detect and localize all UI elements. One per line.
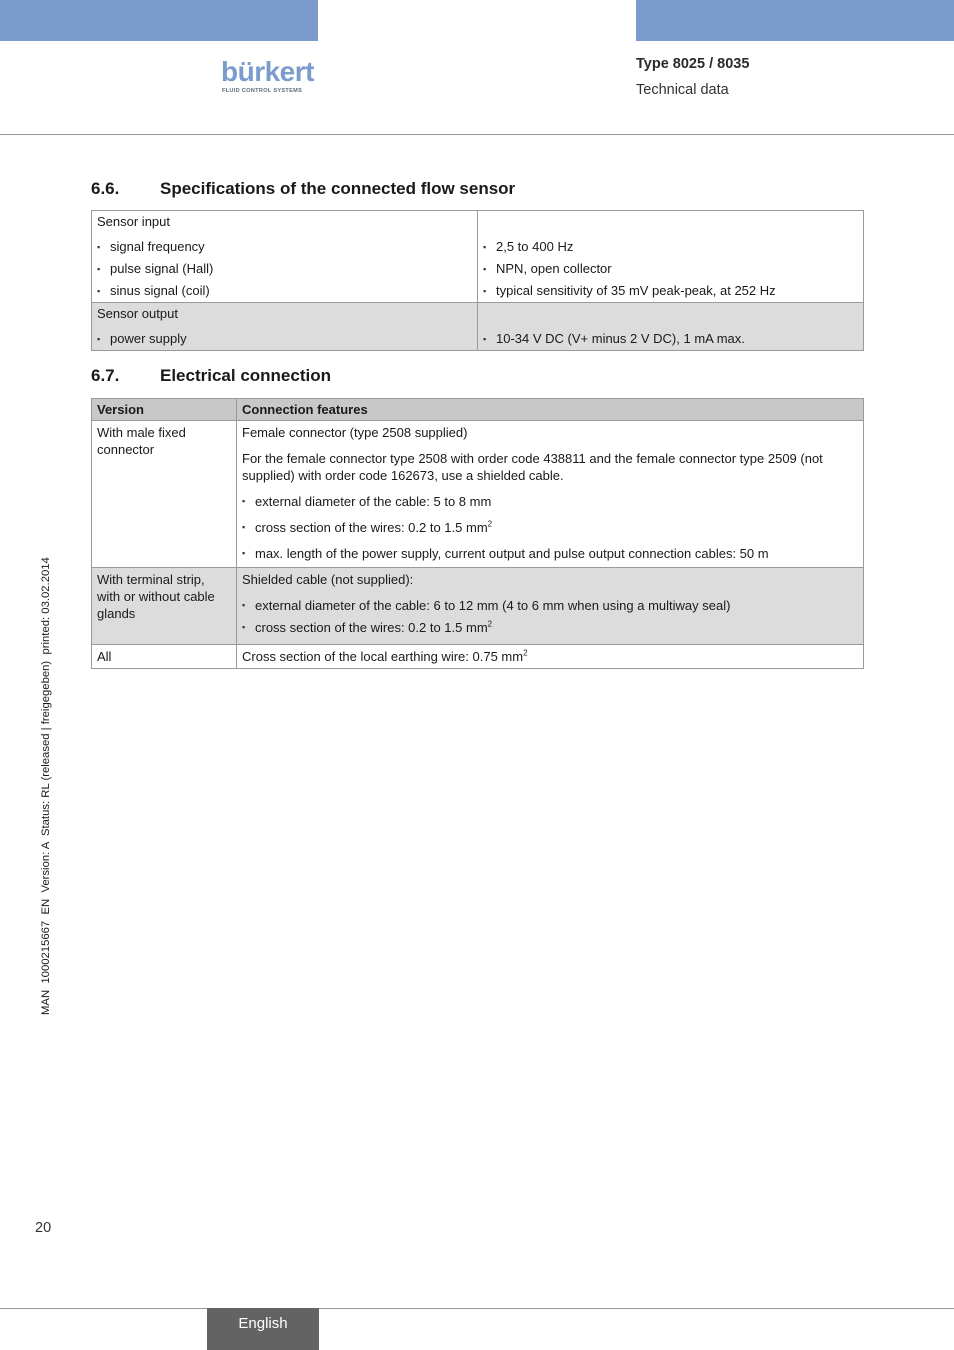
row-group-label: Sensor output xyxy=(97,306,178,321)
row-group-label: Sensor input xyxy=(97,214,170,229)
features-cell xyxy=(237,421,864,568)
table-header-row xyxy=(92,399,864,421)
section-number: 6.7. xyxy=(91,366,120,385)
table-row xyxy=(92,568,864,645)
section-title: Electrical connection xyxy=(160,366,331,385)
logo-subtitle: FLUID CONTROL SYSTEMS xyxy=(222,88,303,94)
document-status-note: MAN 1000215667 EN Version: A Status: RL (released | freigegeben) printed: 03.02.2014 xyxy=(40,557,52,1015)
list-item: ▪ power supply xyxy=(97,328,472,350)
list-item: ▪ max. length of the power supply, current output and pulse output connection cables: 50 m xyxy=(242,545,858,562)
feature-line: Female connector (type 2508 supplied) xyxy=(242,425,468,440)
table-row xyxy=(92,645,864,669)
column-header-version: Version xyxy=(92,399,237,421)
feature-line: For the female connector type 2508 with order code 438811 and the female connector type 2509 (not supplied) with order code 162673, use a shielded cable. xyxy=(242,451,823,483)
document-section: Technical data xyxy=(636,82,729,98)
superscript: 2 xyxy=(487,619,493,629)
list-item: ▪ cross section of the wires: 0.2 to 1.5 $mm^2$ xyxy=(242,619,858,636)
footer-divider xyxy=(0,1308,954,1309)
version-cell: With male fixed connector xyxy=(92,421,237,568)
flow-sensor-spec-table xyxy=(91,210,864,351)
list-item: ▪ cross section of the wires: 0.2 to 1.5 $mm^2$ xyxy=(242,519,858,536)
table-cell-value xyxy=(478,211,864,303)
column-header-features: Connection features xyxy=(237,399,864,421)
table-cell-label xyxy=(92,303,478,351)
list-item: ▪ signal frequency xyxy=(97,236,472,258)
superscript: 2 xyxy=(523,648,528,658)
feature-line: Shielded cable (not supplied): xyxy=(242,572,414,587)
version-cell: All xyxy=(92,645,237,669)
table-cell-label xyxy=(92,211,478,303)
document-type: Type 8025 / 8035 xyxy=(636,56,750,72)
logo-wordmark: bürkert xyxy=(221,56,314,87)
list-item: ▪ typical sensitivity of 35 mV peak-peak, at 252 Hz xyxy=(483,280,858,302)
superscript: 2 xyxy=(487,519,493,529)
features-cell: Cross section of the local earthing wire: 0.75 $mm^2$ xyxy=(237,645,864,669)
section-6-6-heading xyxy=(91,179,515,199)
header-accent-bar-left xyxy=(0,0,318,41)
section-6-7-heading xyxy=(91,366,331,386)
list-item: ▪ 10-34 V DC (V+ minus 2 V DC), 1 mA max. xyxy=(483,328,858,350)
language-tab: English xyxy=(207,1308,319,1350)
header-divider xyxy=(0,134,954,135)
section-number: 6.6. xyxy=(91,179,120,198)
list-item: ▪ 2,5 to 400 Hz xyxy=(483,236,858,258)
list-item: ▪ NPN, open collector xyxy=(483,258,858,280)
page-number: 20 xyxy=(35,1220,52,1236)
list-item: ▪ pulse signal (Hall) xyxy=(97,258,472,280)
burkert-logo xyxy=(221,56,319,96)
list-item: ▪ sinus signal (coil) xyxy=(97,280,472,302)
list-item: ▪ external diameter of the cable: 6 to 12 mm (4 to 6 mm when using a multiway seal) xyxy=(242,597,858,614)
header-accent-bar-right xyxy=(636,0,954,41)
table-cell-value xyxy=(478,303,864,351)
version-cell: With terminal strip, with or without cable glands xyxy=(92,568,237,645)
list-item: ▪ external diameter of the cable: 5 to 8 mm xyxy=(242,493,858,510)
table-row-sensor-input xyxy=(92,211,864,303)
table-row-sensor-output xyxy=(92,303,864,351)
electrical-connection-table xyxy=(91,398,864,669)
section-title: Specifications of the connected flow sensor xyxy=(160,179,516,198)
features-cell xyxy=(237,568,864,645)
table-row xyxy=(92,421,864,568)
